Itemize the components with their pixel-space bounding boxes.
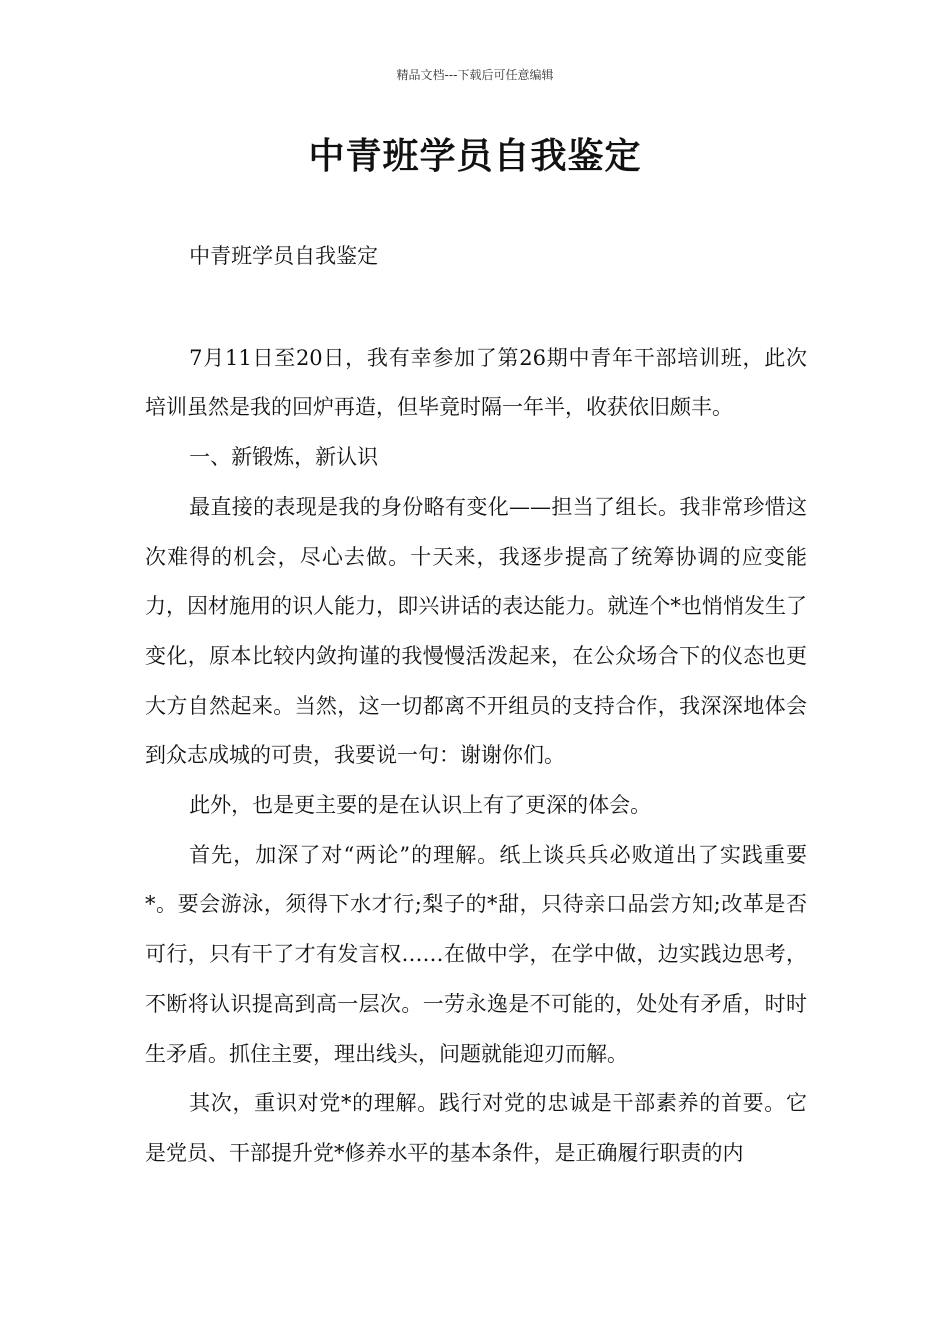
section-heading: 一、新锻炼，新认识 [189, 445, 379, 470]
document-body [145, 232, 807, 1179]
document-title: 中青班学员自我鉴定 [308, 136, 642, 177]
header-note: 精品文档---下载后可任意编辑 [396, 68, 554, 82]
document-subtitle: 中青班学员自我鉴定 [189, 244, 379, 268]
paragraph: 其次，重识对党*的理解。践行对党的忠诚是干部素养的首要。它是党员、干部提升党*修养水平的基本条件，是正确履行职责的内 [145, 1091, 807, 1165]
paragraph: 7月11日至20日，我有幸参加了第26期中青年干部培训班，此次培训虽然是我的回炉再造，但毕竟时隔一年半，收获依旧颇丰。 [145, 345, 807, 420]
paragraph: 此外，也是更主要的是在认识上有了更深的体会。 [189, 793, 652, 818]
paragraph: 首先，加深了对“两论”的理解。纸上谈兵兵必败道出了实践重要*。要会游泳，须得下水才行;梨子的*甜，只待亲口品尝方知;改革是否可行，只有干了才有发言权……在做中学，在学中做，边实践边思考，不断将认识提高到高一层次。一劳永逸是不可能的，处处有矛盾，时时生矛盾。抓住主要，理出线头，问题就能迎刃而解。 [145, 842, 807, 1066]
paragraph: 最直接的表现是我的身份略有变化——担当了组长。我非常珍惜这次难得的机会，尽心去做。十天来，我逐步提高了统筹协调的应变能力，因材施用的识人能力，即兴讲话的表达能力。就连个*也悄悄发生了变化，原本比较内敛拘谨的我慢慢活泼起来，在公众场合下的仪态也更大方自然起来。当然，这一切都离不开组员的支持合作，我深深地体会到众志成城的可贵，我要说一句：谢谢你们。 [145, 494, 807, 768]
